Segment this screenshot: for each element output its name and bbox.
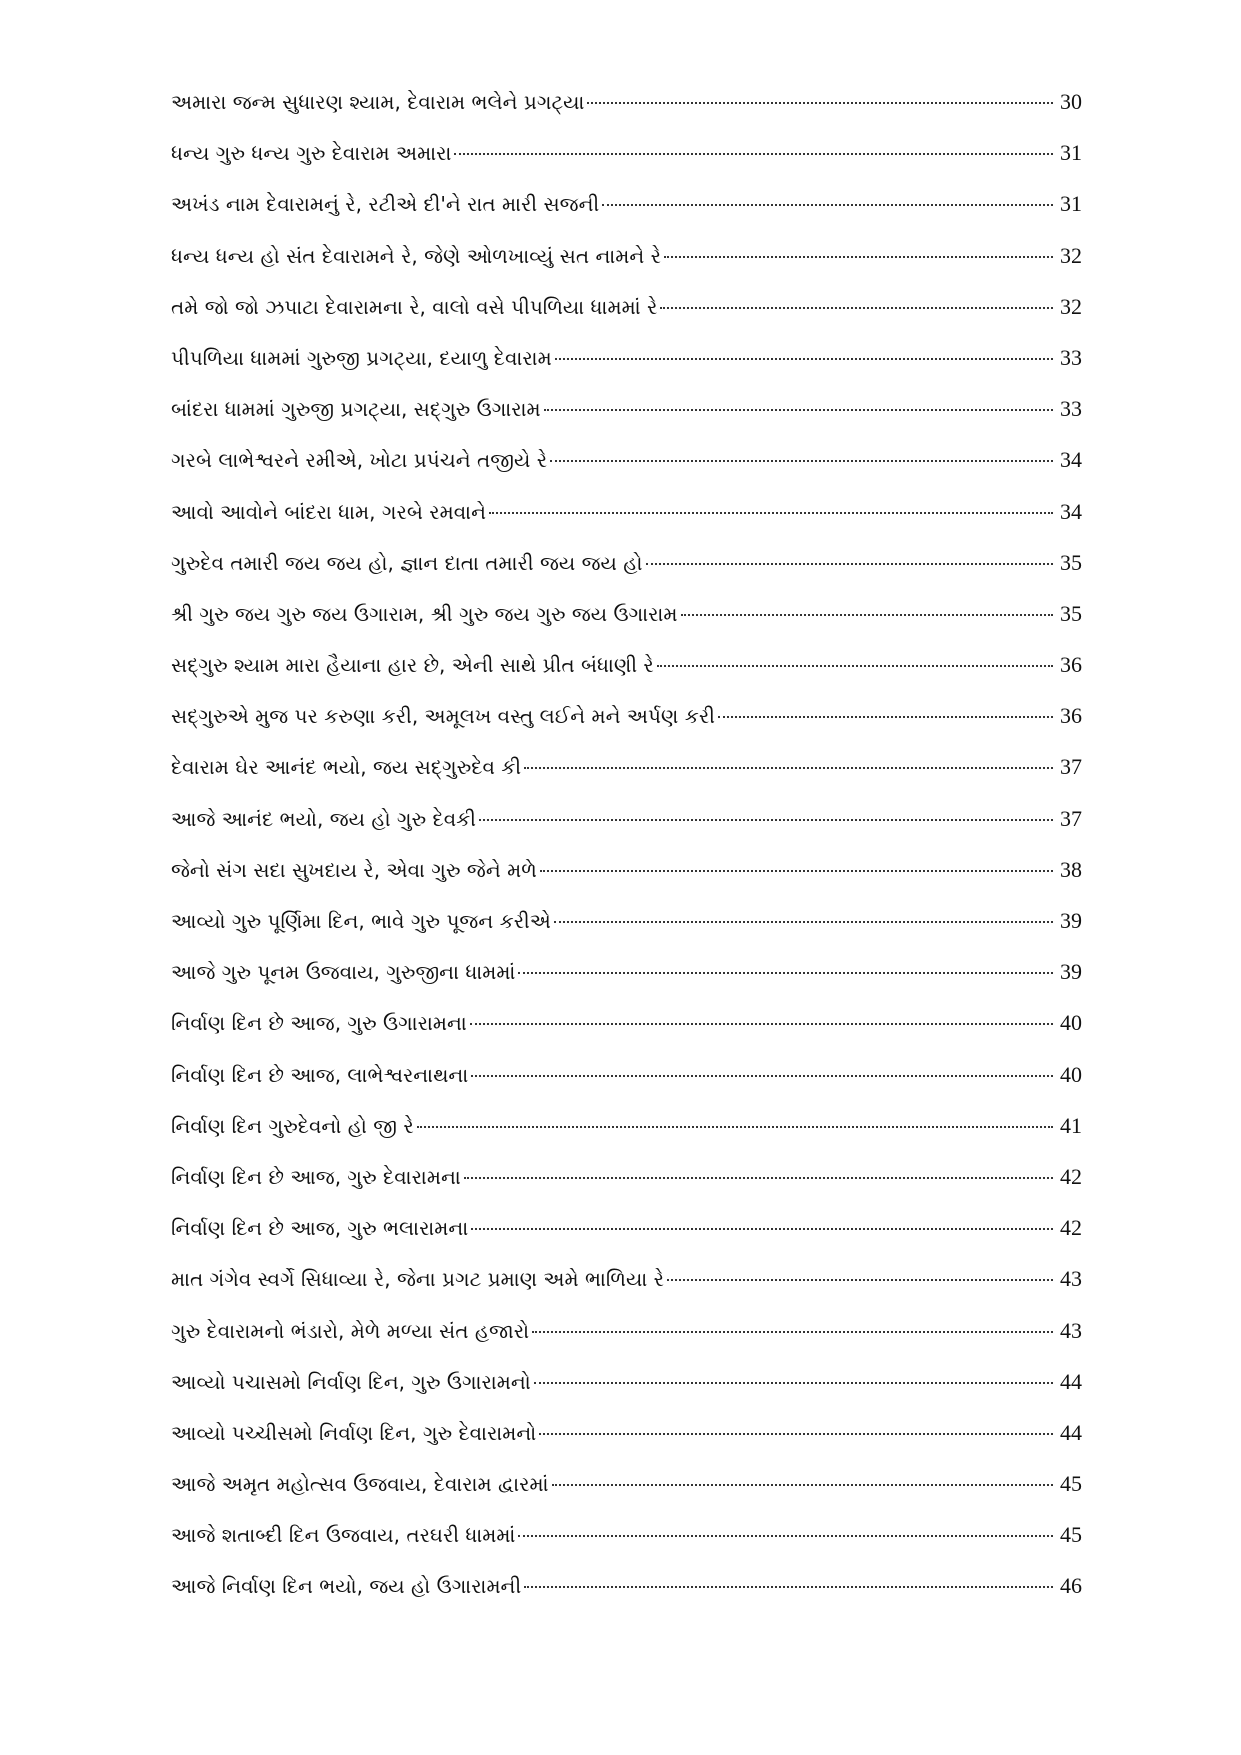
toc-entry [171, 1407, 1082, 1458]
toc-entry [171, 281, 1082, 332]
toc-entry-title: આજે નિર્વાણ દિન ભયો, જય હો ઉગારામની [171, 1574, 522, 1599]
toc-entry-title: નિર્વાણ દિન ગુરુદેવનો હો જી રે [171, 1113, 414, 1138]
toc-entry [171, 230, 1082, 281]
toc-entry-title: ગુરુદેવ તમારી જય જય હો, જ્ઞાન દાતા તમારી જય જય હો [171, 550, 643, 575]
toc-entry [171, 639, 1082, 690]
toc-entry-title: ગરબે લાભેશ્વરને રમીએ, ખોટા પ્રપંચને તજીયે રે [171, 448, 548, 473]
toc-entry-page-number: 33 [1060, 344, 1082, 370]
dot-leader [587, 102, 1053, 104]
dot-leader [540, 870, 1053, 872]
toc-entry-page-number: 37 [1060, 754, 1082, 780]
toc-entry-title: અખંડ નામ દેવારામનું રે, રટીએ દી'ને રાત મારી સજની [171, 192, 600, 217]
dot-leader [554, 921, 1053, 923]
toc-entry-page-number: 44 [1060, 1368, 1082, 1394]
toc-entry-title: આવ્યો પચ્ચીસમો નિર્વાણ દિન, ગુરુ દેવારામનો [171, 1420, 537, 1445]
toc-entry [171, 1253, 1082, 1304]
toc-entry-title: બાંદરા ધામમાં ગુરુજી પ્રગટ્યા, સદ્‌ગુરુ ઉગારામ [171, 397, 541, 422]
toc-entry [171, 537, 1082, 588]
dot-leader [489, 512, 1053, 514]
dot-leader [539, 1433, 1053, 1435]
table-of-contents [171, 76, 1082, 1612]
dot-leader [524, 1586, 1053, 1588]
toc-entry-page-number: 33 [1060, 396, 1082, 422]
toc-entry-page-number: 43 [1060, 1266, 1082, 1292]
toc-entry-page-number: 41 [1060, 1112, 1082, 1138]
dot-leader [667, 1279, 1053, 1281]
toc-entry-page-number: 43 [1060, 1317, 1082, 1343]
toc-entry-title: નિર્વાણ દિન છે આજ, ગુરુ ભલારામના [171, 1216, 469, 1241]
toc-entry-page-number: 45 [1060, 1471, 1082, 1497]
toc-entry [171, 1151, 1082, 1202]
toc-entry [171, 895, 1082, 946]
toc-entry [171, 588, 1082, 639]
dot-leader [646, 563, 1054, 565]
toc-entry [171, 1560, 1082, 1611]
toc-entry [171, 178, 1082, 229]
toc-entry [171, 997, 1082, 1048]
toc-entry-page-number: 32 [1060, 242, 1082, 268]
dot-leader [718, 716, 1053, 718]
toc-entry-page-number: 39 [1060, 959, 1082, 985]
toc-entry-page-number: 40 [1060, 1010, 1082, 1036]
toc-entry-title: પીપળિયા ધામમાં ગુરુજી પ્રગટ્યા, દયાળુ દેવારામ [171, 345, 552, 370]
toc-entry [171, 1305, 1082, 1356]
toc-entry-page-number: 46 [1060, 1573, 1082, 1599]
dot-leader [464, 1177, 1053, 1179]
toc-entry-title: તમે જો જો ઝપાટા દેવારામના રે, વાલો વસે પીપળિયા ધામમાં રે [171, 294, 658, 319]
toc-entry-page-number: 39 [1060, 908, 1082, 933]
dot-leader [471, 1075, 1053, 1077]
toc-entry-page-number: 34 [1060, 447, 1082, 473]
toc-entry [171, 946, 1082, 997]
toc-entry-title: નિર્વાણ દિન છે આજ, ગુરુ દેવારામના [171, 1164, 461, 1189]
toc-entry-title: આવો આવોને બાંદરા ધામ, ગરબે રમવાને [171, 499, 486, 524]
toc-entry-page-number: 36 [1060, 703, 1082, 729]
toc-entry-page-number: 37 [1060, 805, 1082, 831]
toc-entry [171, 383, 1082, 434]
toc-entry-title: દેવારામ ઘેર આનંદ ભયો, જય સદ્‌ગુરુદેવ કી [171, 755, 522, 780]
dot-leader [664, 256, 1053, 258]
toc-entry-title: શ્રી ગુરુ જય ગુરુ જય ઉગારામ, શ્રી ગુરુ જય ગુરુ જય ઉગારામ [171, 601, 678, 626]
dot-leader [555, 358, 1053, 360]
dot-leader [518, 1535, 1053, 1537]
toc-entry-title: સદ્‌ગુરુ શ્યામ મારા હૈયાના હાર છે, એની સાથે પ્રીત બંધાણી રે [171, 653, 654, 678]
toc-entry-title: આજે અમૃત મહોત્સવ ઉજવાય, દેવારામ દ્વારમાં [171, 1472, 549, 1497]
toc-entry [171, 844, 1082, 895]
toc-entry [171, 434, 1082, 485]
toc-entry-page-number: 31 [1060, 140, 1082, 166]
dot-leader [660, 307, 1053, 309]
toc-entry-page-number: 35 [1060, 549, 1082, 575]
toc-entry-title: આજે શતાબ્દી દિન ઉજવાય, તરઘરી ધામમાં [171, 1523, 516, 1548]
toc-entry-title: આવ્યો ગુરુ પૂર્ણિમા દિન, ભાવે ગુરુ પૂજન કરીએ [171, 909, 551, 933]
toc-entry [171, 1049, 1082, 1100]
toc-entry-page-number: 35 [1060, 600, 1082, 626]
toc-entry-page-number: 30 [1060, 89, 1082, 114]
dot-leader [602, 204, 1053, 206]
toc-entry-page-number: 40 [1060, 1061, 1082, 1087]
toc-entry-title: સદ્‌ગુરુએ મુજ પર કરુણા કરી, અમૂલખ વસ્તુ લઈને મને અર્પણ કરી [171, 704, 715, 729]
dot-leader [550, 460, 1053, 462]
dot-leader [681, 614, 1053, 616]
toc-entry [171, 690, 1082, 741]
toc-entry [171, 1202, 1082, 1253]
toc-entry-page-number: 45 [1060, 1522, 1082, 1548]
toc-entry-page-number: 31 [1060, 191, 1082, 217]
toc-entry-title: જેનો સંગ સદા સુખદાય રે, એવા ગુરુ જેને મળે [171, 857, 537, 882]
dot-leader [470, 1023, 1053, 1025]
dot-leader [524, 767, 1053, 769]
toc-entry [171, 332, 1082, 383]
toc-entry-page-number: 36 [1060, 652, 1082, 678]
toc-entry [171, 76, 1082, 127]
dot-leader [471, 1228, 1053, 1230]
toc-entry-title: માત ગંગેવ સ્વર્ગે સિધાવ્યા રે, જેના પ્રગટ પ્રમાણ અમે ભાળિયા રે [171, 1267, 664, 1292]
toc-entry [171, 1458, 1082, 1509]
toc-entry-page-number: 34 [1060, 498, 1082, 524]
toc-entry [171, 741, 1082, 792]
toc-entry-title: અમારા જન્મ સુધારણ શ્યામ, દેવારામ ભલેને પ્રગટ્યા [171, 90, 585, 114]
dot-leader [518, 972, 1053, 974]
toc-entry [171, 793, 1082, 844]
dot-leader [552, 1484, 1053, 1486]
toc-entry-title: ધન્ય ધન્ય હો સંત દેવારામને રે, જેણે ઓળખાવ્યું સત નામને રે [171, 243, 661, 268]
toc-entry-page-number: 38 [1060, 856, 1082, 882]
toc-entry [171, 1356, 1082, 1407]
toc-entry-title: આવ્યો પચાસમો નિર્વાણ દિન, ગુરુ ઉગારામનો [171, 1369, 531, 1394]
toc-entry-title: નિર્વાણ દિન છે આજ, લાભેશ્વરનાથના [171, 1062, 469, 1087]
dot-leader [479, 819, 1053, 821]
dot-leader [417, 1126, 1053, 1128]
toc-entry-page-number: 42 [1060, 1163, 1082, 1189]
toc-entry-title: ધન્ય ગુરુ ધન્ય ગુરુ દેવારામ અમારા [171, 141, 452, 166]
toc-entry [171, 1100, 1082, 1151]
toc-entry-title: આજે આનંદ ભયો, જય હો ગુરુ દેવકી [171, 806, 477, 831]
dot-leader [544, 409, 1053, 411]
toc-entry-page-number: 32 [1060, 293, 1082, 319]
dot-leader [532, 1331, 1053, 1333]
toc-entry [171, 486, 1082, 537]
dot-leader [534, 1382, 1053, 1384]
toc-entry-title: આજે ગુરુ પૂનમ ઉજવાય, ગુરુજીના ધામમાં [171, 960, 516, 985]
toc-entry [171, 1509, 1082, 1560]
toc-entry-title: ગુરુ દેવારામનો ભંડારો, મેળે મળ્યા સંત હજારો [171, 1318, 530, 1343]
dot-leader [657, 665, 1053, 667]
toc-entry-page-number: 44 [1060, 1419, 1082, 1445]
dot-leader [454, 153, 1053, 155]
toc-entry-page-number: 42 [1060, 1215, 1082, 1241]
toc-entry [171, 127, 1082, 178]
toc-entry-title: નિર્વાણ દિન છે આજ, ગુરુ ઉગારામના [171, 1011, 467, 1036]
